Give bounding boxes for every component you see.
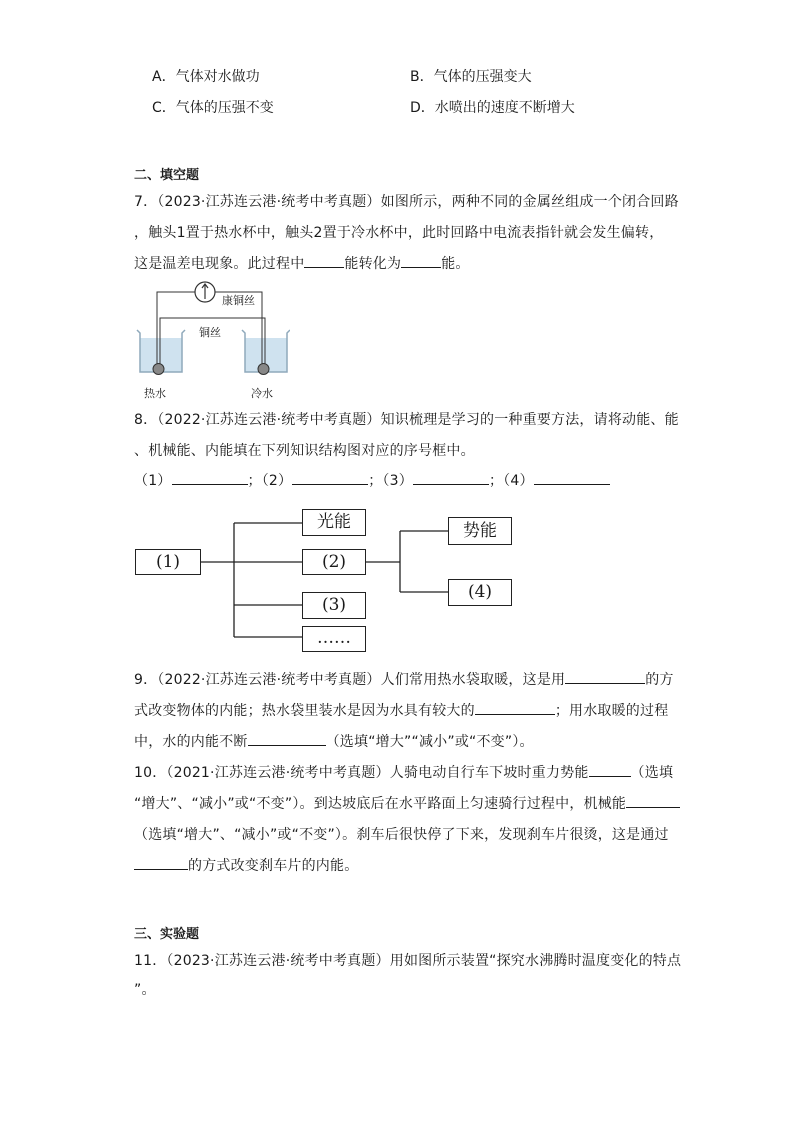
q10-text-1b: （选填 (630, 765, 674, 781)
q7-text-b: 能转化为 (344, 256, 402, 272)
q7-line-2: ，触头1置于热水杯中，触头2置于冷水杯中，此时回路中电流表指针就会发生偏转， (134, 225, 664, 241)
q7-text-c: 能。 (441, 256, 470, 272)
q11-line-1: 11．（2023·江苏连云港·统考中考真题）用如图所示装置“探究水沸腾时温度变化的特点 (134, 953, 682, 969)
q8-line-2: 、机械能、内能填在下列知识结构图对应的序号框中。 (134, 443, 475, 459)
q9-text-1b: 的方 (645, 672, 674, 688)
q10-line-2 (134, 793, 680, 815)
q11-line-2: ”。 (134, 982, 156, 998)
option-b: B．气体的压强变大 (410, 69, 532, 85)
label-hot-water: 热水 (144, 387, 166, 400)
label-cold-water: 冷水 (251, 387, 273, 400)
label-constantan-wire: 康铜丝 (222, 294, 255, 307)
q9-blank-3[interactable] (248, 731, 326, 746)
q7-text-a: 这是温差电现象。此过程中 (134, 256, 305, 272)
q8-label-3: ；（3） (368, 473, 413, 489)
q9-line-2 (134, 700, 668, 722)
q8-label-2: ；（2） (247, 473, 293, 489)
q10-blank-3[interactable] (134, 855, 188, 870)
option-d: D．水喷出的速度不断增大 (410, 100, 575, 116)
q10-text-1a: 10．（2021·江苏连云港·统考中考真题）人骑电动自行车下坡时重力势能 (134, 765, 589, 781)
q9-line-1 (134, 669, 674, 691)
box-3: (3) (302, 592, 366, 619)
q10-line-1 (134, 762, 673, 784)
box-2: (2) (302, 549, 366, 575)
section-title-fill-in: 二、填空题 (134, 168, 200, 183)
box-light-energy: 光能 (302, 509, 366, 536)
label-copper-wire: 铜丝 (199, 326, 221, 339)
q9-blank-1[interactable] (565, 669, 645, 684)
q9-text-1a: 9．（2022·江苏连云港·统考中考真题）人们常用热水袋取暖，这是用 (134, 672, 566, 688)
option-c: C．气体的压强不变 (152, 100, 274, 116)
q10-text-4: 的方式改变刹车片的内能。 (188, 858, 359, 874)
box-4: (4) (448, 579, 512, 606)
section-title-experiment: 三、实验题 (134, 927, 200, 942)
q10-line-3: （选填“增大”、“减小”或“不变”）。刹车后很快停了下来，发现刹车片很烫，这是通过 (134, 827, 669, 843)
q9-text-2a: 式改变物体的内能；热水袋里装水是因为水具有较大的 (134, 703, 475, 719)
q8-line-1: 8．（2022·江苏连云港·统考中考真题）知识梳理是学习的一种重要方法，请将动能、能 (134, 412, 679, 428)
q8-label-1: （1） (134, 473, 172, 489)
box-1: (1) (135, 549, 201, 575)
option-a: A．气体对水做功 (152, 69, 260, 85)
q9-text-3a: 中，水的内能不断 (134, 734, 248, 750)
q8-label-4: ；（4） (488, 473, 534, 489)
q10-text-2a: “增大”、“减小”或“不变”）。到达坡底后在水平路面上匀速骑行过程中，机械能 (134, 796, 627, 812)
box-more: …… (302, 626, 366, 652)
q10-blank-2[interactable] (626, 793, 680, 808)
q7-line-1: 7．（2023·江苏连云港·统考中考真题）如图所示，两种不同的金属丝组成一个闭合回路 (134, 194, 679, 210)
q10-line-4 (134, 855, 358, 877)
q10-blank-1[interactable] (589, 762, 631, 777)
q9-line-3 (134, 731, 534, 753)
q9-blank-2[interactable] (475, 700, 555, 715)
q9-text-2b: ；用水取暖的过程 (554, 703, 669, 719)
q9-text-3b: （选填“增大”“减小”或“不变”）。 (325, 734, 534, 750)
box-potential-energy: 势能 (448, 517, 512, 545)
